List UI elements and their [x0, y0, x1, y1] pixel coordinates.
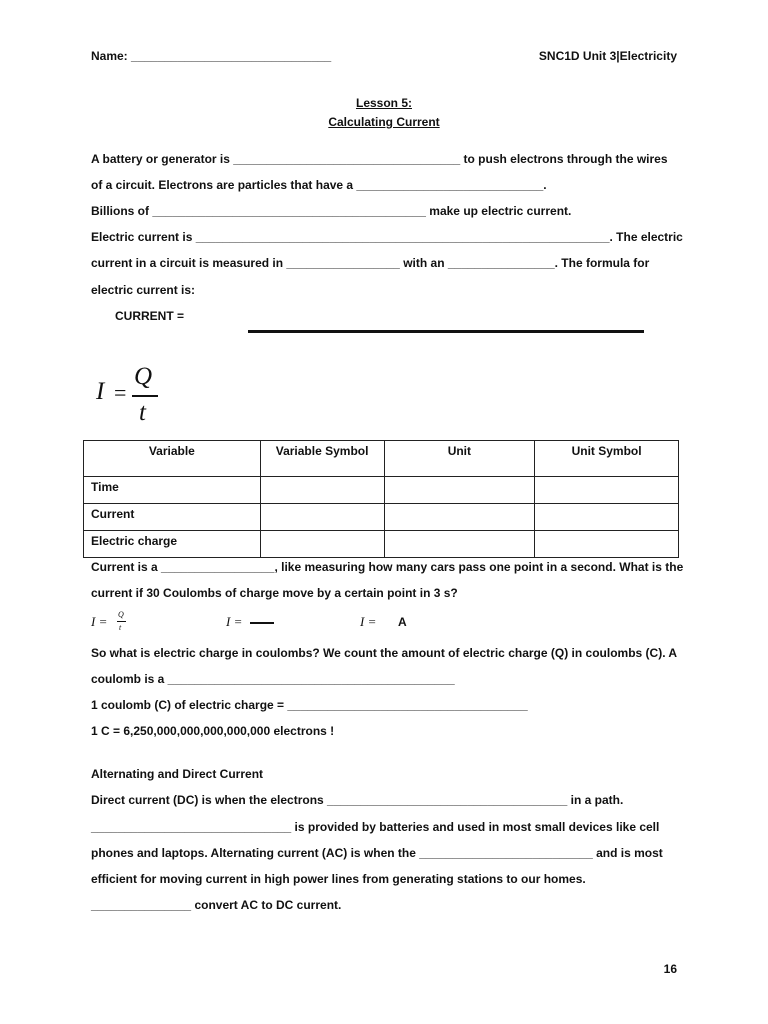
para1-line2: of a circuit. Electrons are particles that have a ____________________________.	[91, 178, 547, 192]
current-label: CURRENT =	[115, 309, 185, 323]
table-cell[interactable]	[384, 531, 535, 558]
formula-blank-line	[248, 330, 644, 333]
header-unit: Unit	[384, 441, 535, 477]
eq1-i: I =	[91, 614, 108, 629]
header-variable: Variable	[84, 441, 261, 477]
section-line3: phones and laptops. Alternating current (AC) is when the __________________________ and is most	[91, 846, 663, 860]
formula-fraction-bar	[132, 395, 158, 397]
table-cell[interactable]	[535, 504, 679, 531]
eq2-fraction-bar	[250, 622, 274, 624]
table-row	[84, 477, 679, 504]
table-header-row	[84, 441, 679, 477]
lesson-number: Lesson 5:	[355, 96, 412, 110]
para2-line2: current if 30 Coulombs of charge move by a certain point in 3 s?	[91, 586, 458, 600]
row-label-time: Time	[84, 477, 261, 504]
header-unit-symbol: Unit Symbol	[535, 441, 679, 477]
page-number: 16	[663, 962, 677, 976]
section-line2: ______________________________ is provided by batteries and used in most small devices like cell	[91, 820, 660, 834]
name-field-label: Name: ______________________________	[91, 49, 332, 63]
course-title: SNC1D Unit 3|Electricity	[538, 49, 677, 63]
section-line5: _______________ convert AC to DC current.	[91, 898, 342, 912]
table-cell[interactable]	[260, 531, 384, 558]
eq2-i: I =	[226, 614, 243, 629]
para1-line6: electric current is:	[91, 283, 196, 297]
para3-line4: 1 C = 6,250,000,000,000,000,000 electrons !	[91, 724, 335, 738]
table-cell[interactable]	[535, 477, 679, 504]
formula-equals: =	[114, 380, 127, 405]
formula-i: I	[96, 378, 105, 405]
formula-t: t	[139, 399, 146, 426]
variables-table	[83, 440, 679, 558]
table-cell[interactable]	[384, 504, 535, 531]
table-row	[84, 531, 679, 558]
formula-q: Q	[134, 363, 153, 390]
eq1-q: Q	[118, 610, 124, 619]
para3-line1: So what is electric charge in coulombs? We count the amount of electric charge (Q) in coulombs (C). A	[91, 646, 678, 660]
para2-line1: Current is a _________________, like measuring how many cars pass one point in a second. What is the	[91, 560, 684, 574]
table-cell[interactable]	[260, 504, 384, 531]
table-cell[interactable]	[384, 477, 535, 504]
table-cell[interactable]	[535, 531, 679, 558]
row-label-current: Current	[84, 504, 261, 531]
eq3-i: I =	[360, 614, 377, 629]
table-row	[84, 504, 679, 531]
section-heading: Alternating and Direct Current	[91, 767, 264, 781]
para3-line2: coulomb is a ___________________________________________	[91, 672, 455, 686]
row-label-electric-charge: Electric charge	[84, 531, 261, 558]
eq3-unit: A	[398, 615, 407, 629]
header-variable-symbol: Variable Symbol	[260, 441, 384, 477]
section-line4: efficient for moving current in high power lines from generating stations to our homes.	[91, 872, 586, 886]
eq1-fraction-bar	[117, 621, 126, 622]
para1-line1: A battery or generator is __________________________________ to push electrons through the wires	[91, 152, 668, 166]
para1-line5: current in a circuit is measured in _________________ with an ________________. The formula for	[91, 256, 650, 270]
para1-line3: Billions of _________________________________________ make up electric current.	[91, 204, 572, 218]
para3-line3: 1 coulomb (C) of electric charge = ____________________________________	[91, 698, 528, 712]
para1-line4: Electric current is ______________________________________________________________. The electric	[91, 230, 683, 244]
lesson-title: Calculating Current	[328, 115, 440, 129]
eq1-t: t	[119, 623, 122, 632]
section-line1: Direct current (DC) is when the electrons ____________________________________ in a path.	[91, 793, 624, 807]
table-cell[interactable]	[260, 477, 384, 504]
